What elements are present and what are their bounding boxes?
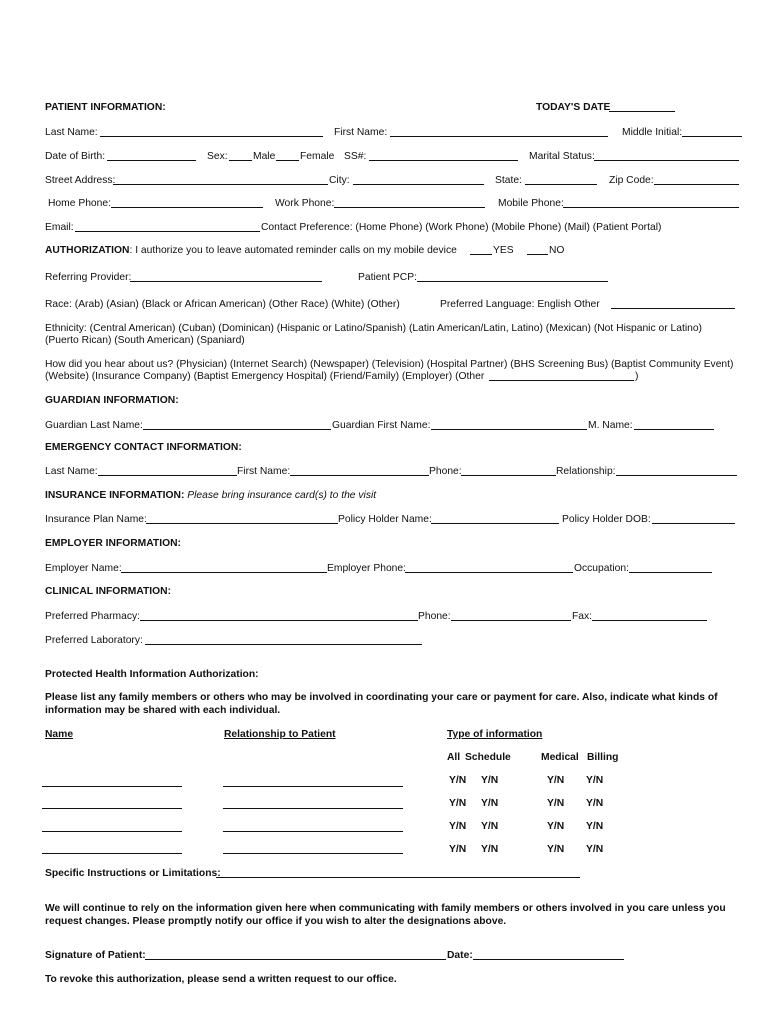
employer-phone-field[interactable]: [405, 572, 573, 573]
emergency-last-name-label: Last Name:: [45, 466, 98, 477]
occupation-label: Occupation:: [574, 563, 629, 574]
guardian-middle-name-label: M. Name:: [588, 420, 633, 431]
guardian-last-name-label: Guardian Last Name:: [45, 420, 143, 431]
yn-billing-3[interactable]: Y/N: [586, 821, 604, 832]
family-name-field-4[interactable]: [42, 853, 182, 854]
family-relationship-field-3[interactable]: [223, 831, 403, 832]
emergency-contact-header: EMERGENCY CONTACT INFORMATION:: [45, 442, 242, 453]
patient-pcp-label: Patient PCP:: [358, 272, 417, 283]
last-name-field[interactable]: [100, 136, 323, 137]
female-label: Female: [300, 151, 335, 162]
dob-label: Date of Birth:: [45, 151, 106, 162]
preferred-laboratory-field[interactable]: [145, 644, 422, 645]
contact-preference: Contact Preference: (Home Phone) (Work Phone) (Mobile Phone) (Mail) (Patient Portal): [261, 222, 662, 233]
authorization-statement: [45, 244, 457, 257]
guardian-last-name-field[interactable]: [143, 429, 331, 430]
home-phone-label: Home Phone:: [48, 198, 111, 209]
yn-billing-4[interactable]: Y/N: [586, 844, 604, 855]
referring-provider-label: Referring Provider:: [45, 272, 132, 283]
guardian-information-header: GUARDIAN INFORMATION:: [45, 395, 179, 406]
guardian-middle-name-field[interactable]: [634, 429, 714, 430]
todays-date-field[interactable]: [609, 111, 675, 112]
signature-field[interactable]: [145, 959, 446, 960]
pharmacy-fax-field[interactable]: [592, 620, 707, 621]
emergency-last-name-field[interactable]: [98, 475, 237, 476]
pharmacy-phone-label: Phone:: [418, 611, 451, 622]
insurance-header-label: INSURANCE INFORMATION:: [45, 490, 185, 501]
emergency-first-name-field[interactable]: [290, 475, 429, 476]
male-label: Male: [253, 151, 276, 162]
ssn-label: SS#:: [344, 151, 367, 162]
emergency-phone-label: Phone:: [429, 466, 462, 477]
yn-all-2[interactable]: Y/N: [449, 798, 467, 809]
pharmacy-phone-field[interactable]: [451, 620, 571, 621]
email-field[interactable]: [75, 231, 260, 232]
marital-status-label: Marital Status:: [529, 151, 595, 162]
yn-schedule-3[interactable]: Y/N: [481, 821, 499, 832]
work-phone-field[interactable]: [334, 207, 485, 208]
policy-holder-dob-field[interactable]: [652, 523, 735, 524]
ethnicity-options-line1: Ethnicity: (Central American) (Cuban) (Dominican) (Hispanic or Latino/Spanish) (Latin American/Latin, Latino) (Mexican) (Not Hispanic or Latino): [45, 323, 702, 334]
policy-holder-dob-label: Policy Holder DOB:: [562, 514, 651, 525]
sex-male-field[interactable]: [229, 160, 252, 161]
yn-medical-3[interactable]: Y/N: [547, 821, 565, 832]
policy-holder-name-label: Policy Holder Name:: [338, 514, 432, 525]
subheader-all: All: [447, 752, 461, 763]
zip-code-label: Zip Code:: [609, 175, 654, 186]
no-label: NO: [549, 245, 565, 256]
yn-all-3[interactable]: Y/N: [449, 821, 467, 832]
revoke-notice: To revoke this authorization, please send a written request to our office.: [45, 974, 397, 985]
preferred-pharmacy-label: Preferred Pharmacy:: [45, 611, 140, 622]
phi-authorization-header: Protected Health Information Authorization:: [45, 669, 259, 680]
column-header-type: Type of information: [447, 729, 543, 740]
subheader-billing: Billing: [587, 752, 619, 763]
yn-medical-1[interactable]: Y/N: [547, 775, 565, 786]
ethnicity-options-line2: (Puerto Rican) (South American) (Spaniard): [45, 335, 245, 346]
pharmacy-fax-label: Fax:: [572, 611, 593, 622]
preferred-language-label: Preferred Language: English Other: [440, 299, 600, 310]
yn-medical-2[interactable]: Y/N: [547, 798, 565, 809]
specific-instructions-label: Specific Instructions or Limitations:: [45, 868, 221, 879]
authorization-text: : I authorize you to leave automated reminder calls on my mobile device: [129, 245, 457, 256]
email-label: Email:: [45, 222, 74, 233]
subheader-schedule: Schedule: [465, 752, 511, 763]
race-options: Race: (Arab) (Asian) (Black or African American) (Other Race) (White) (Other): [45, 299, 400, 310]
state-field[interactable]: [525, 184, 597, 185]
insurance-note: Please bring insurance card(s) to the visit: [184, 490, 377, 501]
yn-billing-1[interactable]: Y/N: [586, 775, 604, 786]
referral-source-line2: (Website) (Insurance Company) (Baptist Emergency Hospital) (Friend/Family) (Employer) (Other: [45, 371, 485, 382]
todays-date-label: TODAY'S DATE: [536, 102, 611, 113]
column-header-name: Name: [45, 729, 74, 740]
authorization-label: AUTHORIZATION: [45, 245, 130, 256]
mobile-phone-field[interactable]: [563, 207, 739, 208]
insurance-information-header: [45, 489, 376, 502]
mobile-phone-label: Mobile Phone:: [498, 198, 564, 209]
emergency-first-name-label: First Name:: [237, 466, 291, 477]
referring-provider-field[interactable]: [130, 281, 322, 282]
signature-date-label: Date:: [447, 950, 473, 961]
signature-date-field[interactable]: [473, 959, 624, 960]
employer-phone-label: Employer Phone:: [327, 563, 406, 574]
clinical-information-header: CLINICAL INFORMATION:: [45, 586, 172, 597]
dob-field[interactable]: [107, 160, 196, 161]
employer-information-header: EMPLOYER INFORMATION:: [45, 538, 181, 549]
last-name-label: Last Name:: [45, 127, 98, 138]
referral-other-field[interactable]: [489, 380, 634, 381]
occupation-field[interactable]: [629, 572, 712, 573]
sex-female-field[interactable]: [276, 160, 299, 161]
employer-name-field[interactable]: [121, 572, 327, 573]
insurance-plan-label: Insurance Plan Name:: [45, 514, 147, 525]
patient-pcp-field[interactable]: [417, 281, 608, 282]
employer-name-label: Employer Name:: [45, 563, 122, 574]
work-phone-label: Work Phone:: [275, 198, 335, 209]
home-phone-field[interactable]: [111, 207, 263, 208]
preferred-laboratory-label: Preferred Laboratory:: [45, 635, 143, 646]
authorization-no-field[interactable]: [527, 254, 548, 255]
specific-instructions-field[interactable]: [216, 877, 580, 878]
yn-schedule-1[interactable]: Y/N: [481, 775, 499, 786]
middle-initial-label: Middle Initial:: [622, 127, 683, 138]
city-label: City:: [329, 175, 350, 186]
yes-label: YES: [493, 245, 514, 256]
family-relationship-field-4[interactable]: [223, 853, 403, 854]
preferred-pharmacy-field[interactable]: [140, 620, 418, 621]
yn-medical-4[interactable]: Y/N: [547, 844, 565, 855]
zip-code-field[interactable]: [654, 184, 739, 185]
family-relationship-field-1[interactable]: [223, 786, 403, 787]
yn-all-1[interactable]: Y/N: [449, 775, 467, 786]
city-field[interactable]: [353, 184, 484, 185]
emergency-relationship-label: Relationship:: [556, 466, 616, 477]
subheader-medical: Medical: [541, 752, 579, 763]
middle-initial-field[interactable]: [682, 136, 742, 137]
column-header-relationship: Relationship to Patient: [224, 729, 336, 740]
patient-information-header: PATIENT INFORMATION:: [45, 102, 166, 113]
yn-billing-2[interactable]: Y/N: [586, 798, 604, 809]
yn-schedule-4[interactable]: Y/N: [481, 844, 499, 855]
referral-source-line1: How did you hear about us? (Physician) (Internet Search) (Newspaper) (Television) (Hospital Partner) (BHS Screening Bus) (Baptist Community Event): [45, 359, 734, 370]
family-name-field-3[interactable]: [42, 831, 182, 832]
family-relationship-field-2[interactable]: [223, 808, 403, 809]
guardian-first-name-field[interactable]: [431, 429, 587, 430]
emergency-phone-field[interactable]: [461, 475, 556, 476]
first-name-label: First Name:: [334, 127, 388, 138]
notice-paragraph: We will continue to rely on the information given here when communicating with family members or others involved in you care unless you request changes. Please promptly notify our office if you wish to alter the designations above.: [45, 903, 726, 927]
street-address-field[interactable]: [113, 184, 328, 185]
signature-label: Signature of Patient:: [45, 950, 146, 961]
policy-holder-name-field[interactable]: [431, 523, 559, 524]
phi-instructions: Please list any family members or others who may be involved in coordinating your care or payment for care. Also, indicate what kinds of information may be shared with each individual.: [45, 692, 718, 716]
yn-all-4[interactable]: Y/N: [449, 844, 467, 855]
emergency-relationship-field[interactable]: [616, 475, 737, 476]
family-name-field-2[interactable]: [42, 808, 182, 809]
sex-label: Sex:: [207, 151, 228, 162]
yn-schedule-2[interactable]: Y/N: [481, 798, 499, 809]
state-label: State:: [495, 175, 522, 186]
referral-close-paren: ): [635, 371, 639, 382]
ssn-field[interactable]: [369, 160, 518, 161]
first-name-field[interactable]: [390, 136, 608, 137]
authorization-yes-field[interactable]: [470, 254, 492, 255]
insurance-plan-field[interactable]: [146, 523, 338, 524]
preferred-language-other-field[interactable]: [611, 308, 735, 309]
guardian-first-name-label: Guardian First Name:: [332, 420, 431, 431]
street-address-label: Street Address:: [45, 175, 116, 186]
marital-status-field[interactable]: [594, 160, 739, 161]
family-name-field-1[interactable]: [42, 786, 182, 787]
